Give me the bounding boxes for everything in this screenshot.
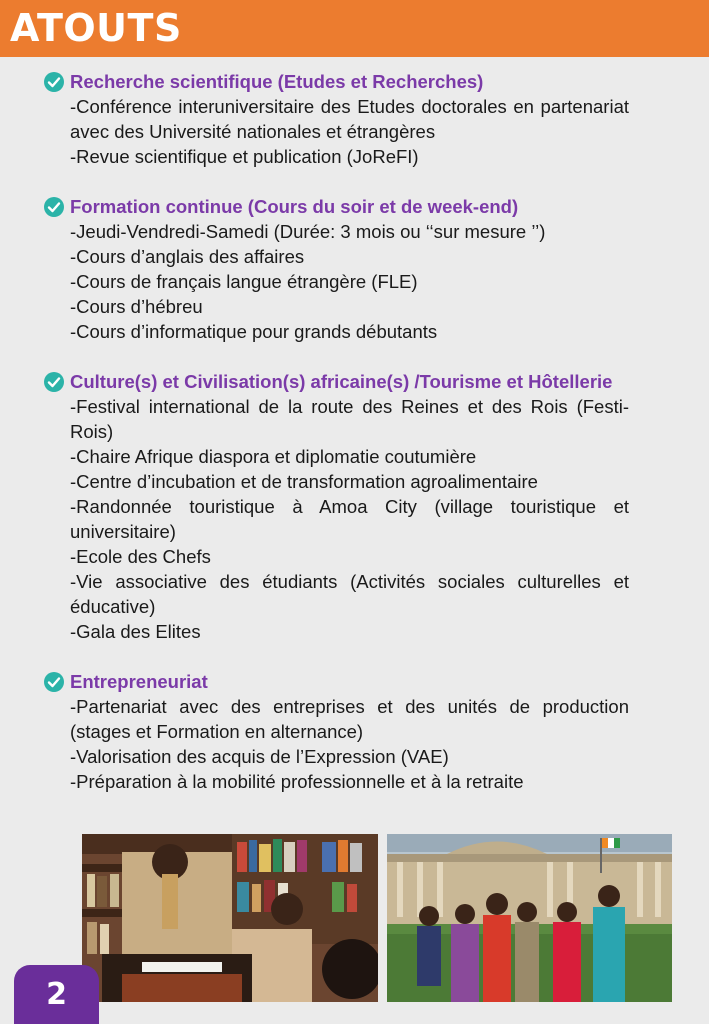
list-item: -Préparation à la mobilité professionnelle et à la retraite bbox=[70, 771, 524, 792]
list-item: -Conférence interuniversitaire des Etudes doctorales en partenariat avec des Université nationales et étrangères bbox=[70, 96, 629, 142]
page-number-tab bbox=[14, 965, 99, 1024]
list-item: -Valorisation des acquis de l’Expression (VAE) bbox=[70, 746, 449, 767]
list-item: -Gala des Elites bbox=[70, 621, 201, 642]
check-circle-icon bbox=[44, 672, 64, 692]
list-item: -Revue scientifique et publication (JoReFI) bbox=[70, 146, 419, 167]
list-item: -Jeudi-Vendredi-Samedi (Durée: 3 mois ou ‘‘sur mesure ’’) bbox=[70, 221, 546, 242]
header-banner bbox=[0, 0, 709, 57]
section-heading: Recherche scientifique (Etudes et Recherches) bbox=[44, 69, 629, 94]
students-group-photo bbox=[387, 834, 672, 1002]
list-item: -Cours d’informatique pour grands débutants bbox=[70, 321, 438, 342]
page-title: ATOUTS bbox=[10, 6, 182, 50]
section-heading: Entrepreneuriat bbox=[44, 669, 629, 694]
list-item: -Cours de français langue étrangère (FLE) bbox=[70, 271, 418, 292]
list-item: -Cours d’anglais des affaires bbox=[70, 246, 305, 267]
list-item: -Festival international de la route des Reines et des Rois (Festi-Rois) bbox=[70, 396, 629, 442]
section-recherche bbox=[44, 69, 629, 169]
list-item: -Vie associative des étudiants (Activités sociales culturelles et éducative) bbox=[70, 571, 629, 617]
section-culture bbox=[44, 369, 629, 644]
section-formation bbox=[44, 194, 629, 344]
check-circle-icon bbox=[44, 197, 64, 217]
section-heading: Culture(s) et Civilisation(s) africaine(s) /Tourisme et Hôtellerie bbox=[44, 369, 629, 394]
list-item: -Ecole des Chefs bbox=[70, 546, 211, 567]
section-entrepreneuriat bbox=[44, 669, 629, 794]
page-number: 2 bbox=[46, 977, 67, 1012]
check-circle-icon bbox=[44, 72, 64, 92]
list-item: -Cours d’hébreu bbox=[70, 296, 203, 317]
section-heading: Formation continue (Cours du soir et de week-end) bbox=[44, 194, 629, 219]
library-study-photo bbox=[82, 834, 378, 1002]
list-item: -Partenariat avec des entreprises et des unités de production (stages et Formation en alternance) bbox=[70, 696, 629, 742]
list-item: -Chaire Afrique diaspora et diplomatie coutumière bbox=[70, 446, 477, 467]
list-item: -Randonnée touristique à Amoa City (village touristique et universitaire) bbox=[70, 496, 629, 542]
assets-list bbox=[44, 69, 629, 819]
check-circle-icon bbox=[44, 372, 64, 392]
list-item: -Centre d’incubation et de transformation agroalimentaire bbox=[70, 471, 538, 492]
